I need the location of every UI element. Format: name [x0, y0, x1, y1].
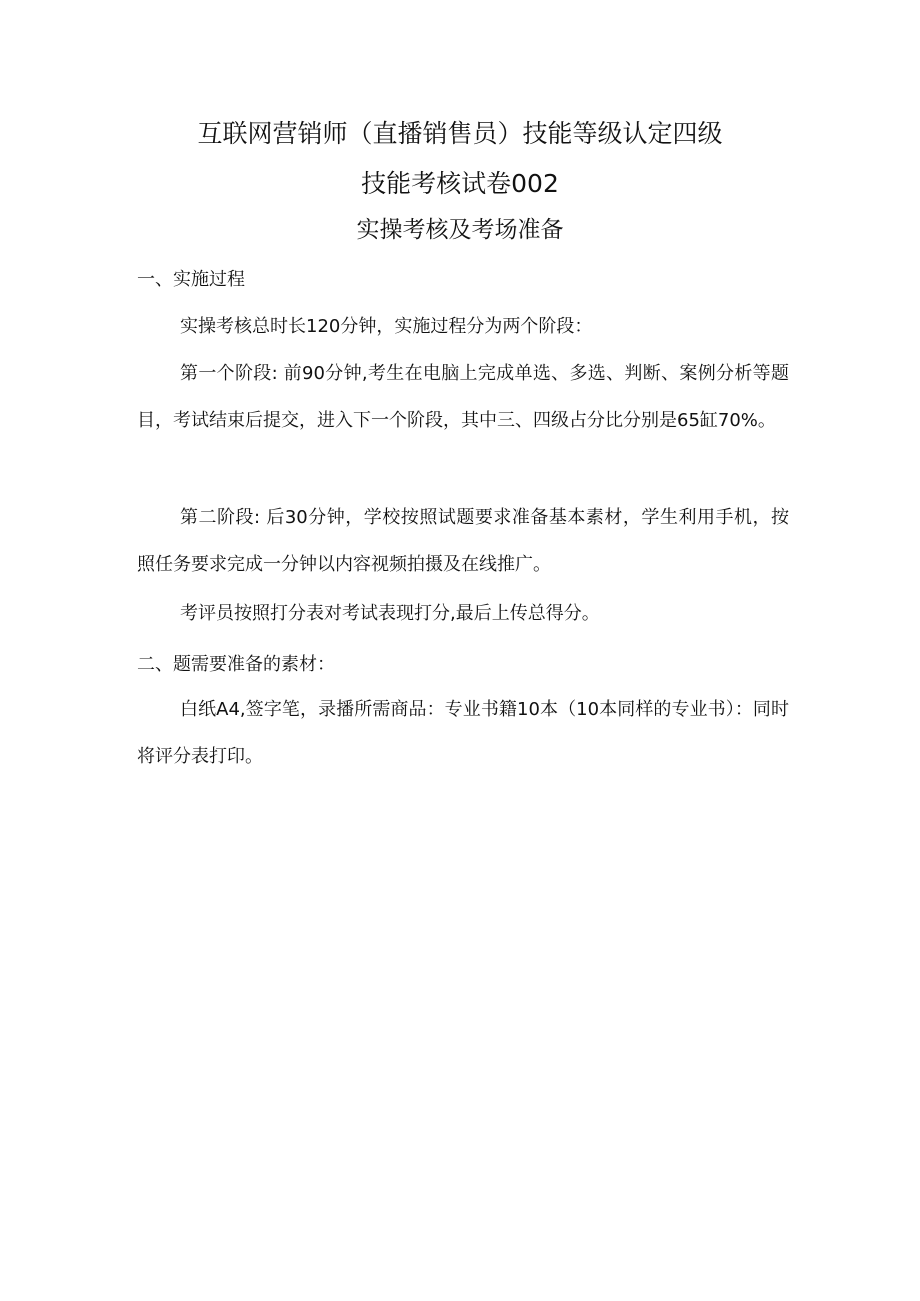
paragraph-stage-one: 第一个阶段: 前90分钟,考生在电脑上完成单选、多选、判断、案例分析等题目，考试结束后提交，进入下一个阶段，其中三、四级占分比分别是65缸70%。 [137, 363, 789, 431]
section-heading-process: 一、实施过程 [137, 269, 245, 290]
section-heading-materials: 二、题需要准备的素材： [137, 654, 335, 675]
document-title-line2: 技能考核试卷002 [361, 169, 559, 198]
paragraph-total-time: 实操考核总时长120分钟，实施过程分为两个阶段： [180, 316, 593, 337]
paragraph-stage-two: 第二阶段: 后30分钟，学校按照试题要求准备基本素材，学生利用手机，按照任务要求完成一分钟以内容视频拍摄及在线推广。 [137, 507, 789, 575]
document-title: 互联网营销师（直播销售员）技能等级认定四级 [197, 119, 723, 148]
paragraph-scoring: 考评员按照打分表对考试表现打分,最后上传总得分。 [180, 603, 600, 624]
document-subtitle: 实操考核及考场准备 [356, 217, 564, 243]
paragraph-materials: 白纸A4,签字笔，录播所需商品：专业书籍10本（10本同样的专业书）：同时将评分表打印。 [137, 699, 789, 767]
